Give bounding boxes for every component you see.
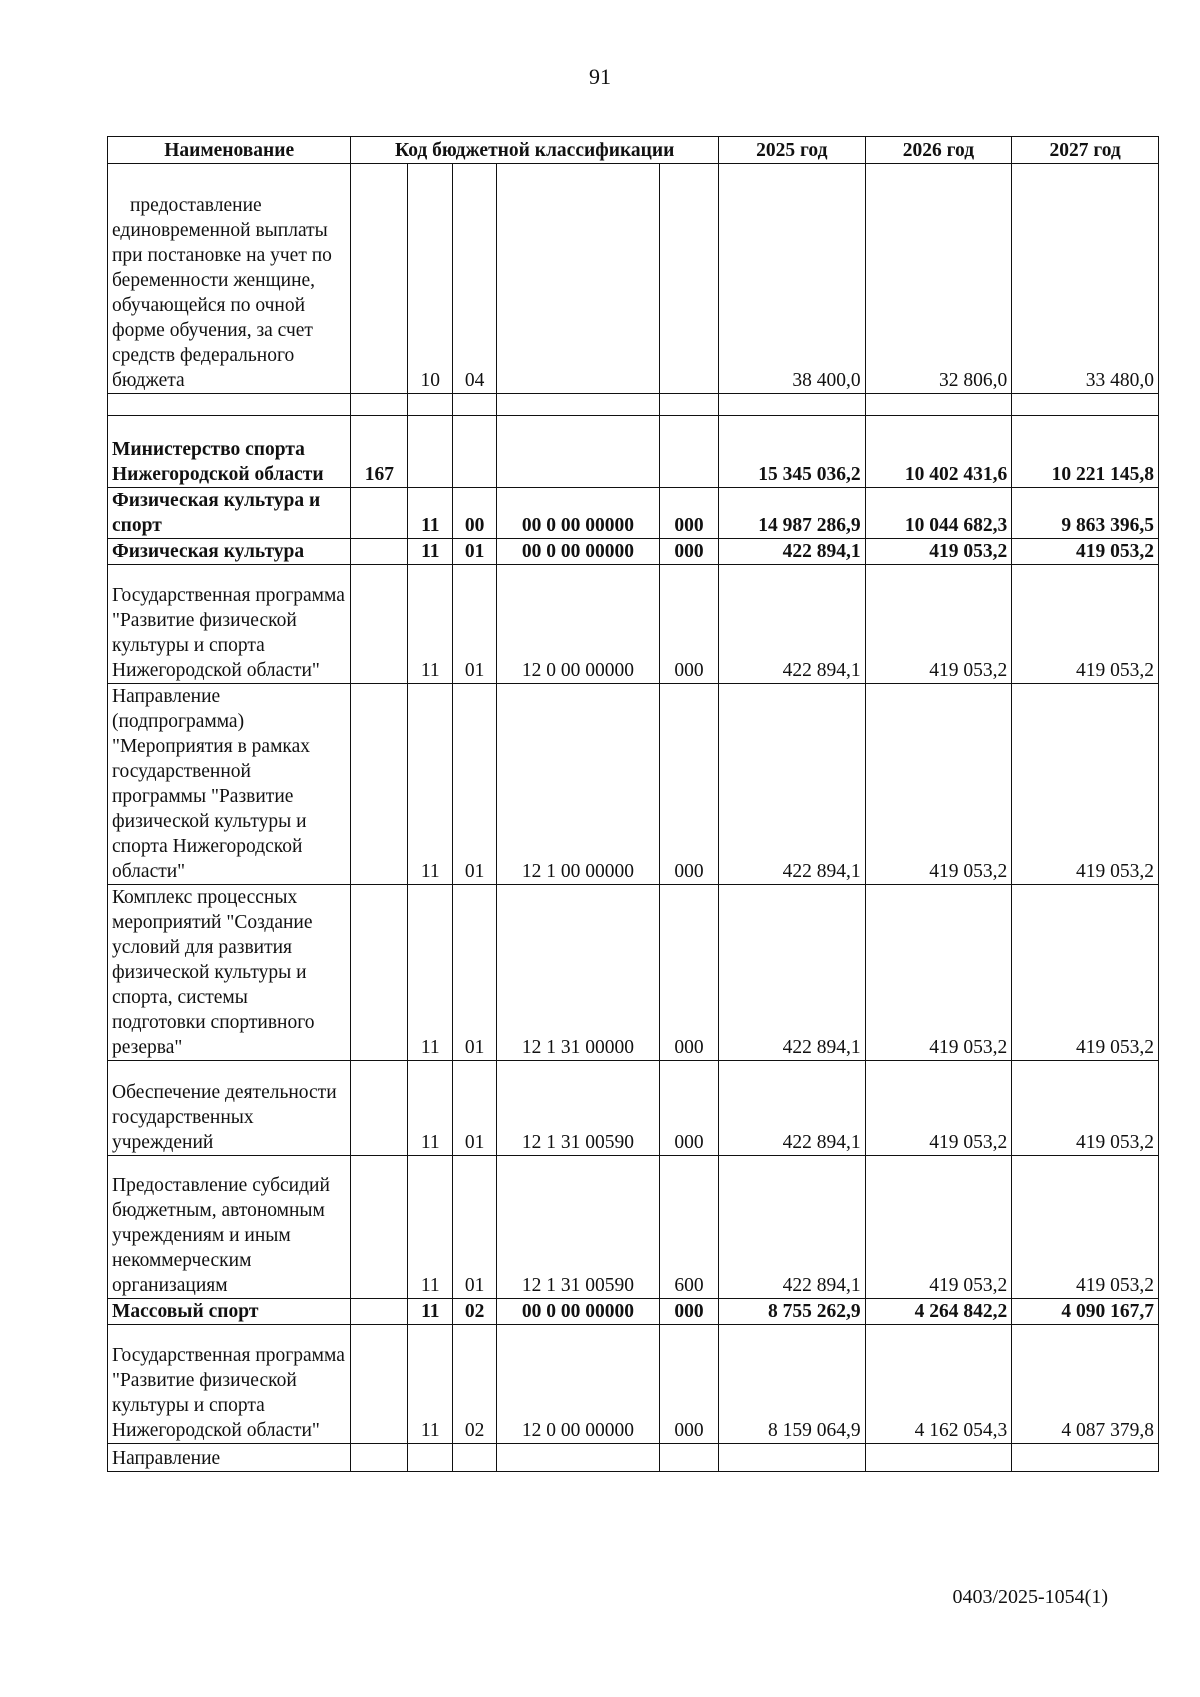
row-name — [108, 394, 351, 416]
row-code-section: 11 — [408, 1156, 453, 1299]
row-value-2027: 419 053,2 — [1012, 565, 1159, 684]
row-code-expense: 000 — [659, 539, 718, 565]
row-code-section — [408, 1444, 453, 1472]
header-2027: 2027 год — [1012, 137, 1159, 164]
row-code-admin — [351, 565, 408, 684]
row-code-subsection: 01 — [453, 539, 497, 565]
row-code-subsection: 04 — [453, 164, 497, 394]
row-code-section — [408, 394, 453, 416]
row-code-target: 12 1 31 00000 — [496, 885, 659, 1061]
table-header-row — [108, 137, 1159, 164]
row-value-2026: 4 162 054,3 — [865, 1325, 1012, 1444]
row-value-2027: 9 863 396,5 — [1012, 488, 1159, 539]
table-row — [108, 565, 1159, 684]
row-value-2025: 38 400,0 — [718, 164, 865, 394]
row-code-subsection: 02 — [453, 1325, 497, 1444]
row-code-subsection — [453, 1444, 497, 1472]
row-code-admin: 167 — [351, 416, 408, 488]
row-value-2027: 10 221 145,8 — [1012, 416, 1159, 488]
row-value-2025: 8 755 262,9 — [718, 1299, 865, 1325]
row-name: Направление (подпрограмма) "Мероприятия в рамках государственной программы "Развитие физической культуры и спорта Нижегородской области" — [108, 684, 351, 885]
table-row — [108, 885, 1159, 1061]
row-code-target: 00 0 00 00000 — [496, 488, 659, 539]
row-value-2025: 422 894,1 — [718, 565, 865, 684]
row-code-target: 12 1 31 00590 — [496, 1156, 659, 1299]
row-code-subsection: 02 — [453, 1299, 497, 1325]
row-value-2027: 4 087 379,8 — [1012, 1325, 1159, 1444]
row-code-target — [496, 164, 659, 394]
row-value-2025 — [718, 1444, 865, 1472]
row-code-section: 11 — [408, 684, 453, 885]
row-code-section: 11 — [408, 1299, 453, 1325]
row-name: Предоставление субсидий бюджетным, автономным учреждениям и иным некоммерческим организациям — [108, 1156, 351, 1299]
row-code-expense — [659, 164, 718, 394]
row-code-target — [496, 416, 659, 488]
row-value-2026 — [865, 1444, 1012, 1472]
row-code-expense: 000 — [659, 1325, 718, 1444]
row-value-2026: 419 053,2 — [865, 565, 1012, 684]
row-code-admin — [351, 1061, 408, 1156]
row-code-target — [496, 394, 659, 416]
row-value-2027 — [1012, 1444, 1159, 1472]
page-number: 91 — [589, 64, 611, 89]
row-name: Направление — [108, 1444, 351, 1472]
row-code-admin — [351, 684, 408, 885]
row-value-2026: 419 053,2 — [865, 684, 1012, 885]
row-value-2026: 10 044 682,3 — [865, 488, 1012, 539]
row-value-2025: 15 345 036,2 — [718, 416, 865, 488]
document-code: 0403/2025-1054(1) — [952, 1586, 1108, 1608]
row-value-2027: 4 090 167,7 — [1012, 1299, 1159, 1325]
row-code-expense: 000 — [659, 1061, 718, 1156]
row-code-subsection: 01 — [453, 1061, 497, 1156]
row-code-expense: 600 — [659, 1156, 718, 1299]
row-value-2025: 422 894,1 — [718, 1061, 865, 1156]
table-row — [108, 1061, 1159, 1156]
row-code-admin — [351, 488, 408, 539]
row-code-section: 11 — [408, 539, 453, 565]
table-row — [108, 684, 1159, 885]
row-code-admin — [351, 394, 408, 416]
row-value-2027: 419 053,2 — [1012, 1061, 1159, 1156]
row-value-2025: 422 894,1 — [718, 539, 865, 565]
table-row — [108, 164, 1159, 394]
row-code-subsection — [453, 416, 497, 488]
row-code-subsection: 00 — [453, 488, 497, 539]
row-name: Физическая культура — [108, 539, 351, 565]
table-row — [108, 539, 1159, 565]
row-code-expense: 000 — [659, 488, 718, 539]
row-code-target: 12 1 31 00590 — [496, 1061, 659, 1156]
row-code-expense — [659, 1444, 718, 1472]
table-row — [108, 1444, 1159, 1472]
row-value-2025: 14 987 286,9 — [718, 488, 865, 539]
row-value-2026: 32 806,0 — [865, 164, 1012, 394]
table-row — [108, 488, 1159, 539]
row-name: Министерство спорта Нижегородской области — [108, 416, 351, 488]
header-name: Наименование — [108, 137, 351, 164]
row-code-admin — [351, 1299, 408, 1325]
row-value-2026: 4 264 842,2 — [865, 1299, 1012, 1325]
row-value-2026: 419 053,2 — [865, 1061, 1012, 1156]
row-code-subsection: 01 — [453, 565, 497, 684]
row-code-subsection: 01 — [453, 1156, 497, 1299]
row-code-target: 12 0 00 00000 — [496, 565, 659, 684]
row-value-2027: 419 053,2 — [1012, 684, 1159, 885]
row-name: предоставление единовременной выплаты при постановке на учет по беременности женщине, обучающейся по очной форме обучения, за счет средств федерального бюджета — [108, 164, 351, 394]
header-code: Код бюджетной классификации — [351, 137, 719, 164]
row-name: Государственная программа "Развитие физической культуры и спорта Нижегородской области" — [108, 565, 351, 684]
row-value-2026: 419 053,2 — [865, 1156, 1012, 1299]
row-code-section: 11 — [408, 1061, 453, 1156]
row-code-section: 11 — [408, 565, 453, 684]
row-name: Государственная программа "Развитие физической культуры и спорта Нижегородской области" — [108, 1325, 351, 1444]
row-code-admin — [351, 1156, 408, 1299]
row-value-2027 — [1012, 394, 1159, 416]
row-code-expense: 000 — [659, 885, 718, 1061]
row-code-admin — [351, 1325, 408, 1444]
header-2026: 2026 год — [865, 137, 1012, 164]
row-value-2025 — [718, 394, 865, 416]
row-code-subsection: 01 — [453, 885, 497, 1061]
row-code-expense: 000 — [659, 684, 718, 885]
row-value-2025: 422 894,1 — [718, 885, 865, 1061]
table-row — [108, 416, 1159, 488]
row-value-2025: 8 159 064,9 — [718, 1325, 865, 1444]
row-name: Комплекс процессных мероприятий "Создание условий для развития физической культуры и спорта, системы подготовки спортивного резерва" — [108, 885, 351, 1061]
row-code-section: 11 — [408, 1325, 453, 1444]
table-row — [108, 1156, 1159, 1299]
row-code-admin — [351, 885, 408, 1061]
budget-table — [107, 136, 1159, 1472]
row-code-subsection — [453, 394, 497, 416]
table-row — [108, 1325, 1159, 1444]
row-code-target — [496, 1444, 659, 1472]
row-code-admin — [351, 164, 408, 394]
row-code-admin — [351, 539, 408, 565]
row-value-2027: 419 053,2 — [1012, 1156, 1159, 1299]
row-value-2027: 33 480,0 — [1012, 164, 1159, 394]
row-code-subsection: 01 — [453, 684, 497, 885]
row-code-section: 11 — [408, 885, 453, 1061]
row-code-section — [408, 416, 453, 488]
row-value-2026: 419 053,2 — [865, 539, 1012, 565]
row-value-2025: 422 894,1 — [718, 1156, 865, 1299]
row-value-2026: 10 402 431,6 — [865, 416, 1012, 488]
row-code-expense: 000 — [659, 1299, 718, 1325]
row-code-target: 12 1 00 00000 — [496, 684, 659, 885]
row-code-expense — [659, 394, 718, 416]
row-value-2027: 419 053,2 — [1012, 885, 1159, 1061]
row-value-2026 — [865, 394, 1012, 416]
row-code-target: 12 0 00 00000 — [496, 1325, 659, 1444]
row-value-2026: 419 053,2 — [865, 885, 1012, 1061]
row-code-section: 11 — [408, 488, 453, 539]
row-name: Массовый спорт — [108, 1299, 351, 1325]
row-name: Физическая культура и спорт — [108, 488, 351, 539]
row-code-expense: 000 — [659, 565, 718, 684]
row-name: Обеспечение деятельности государственных учреждений — [108, 1061, 351, 1156]
row-code-target: 00 0 00 00000 — [496, 539, 659, 565]
row-value-2027: 419 053,2 — [1012, 539, 1159, 565]
table-row — [108, 394, 1159, 416]
row-code-section: 10 — [408, 164, 453, 394]
table-row — [108, 1299, 1159, 1325]
row-code-target: 00 0 00 00000 — [496, 1299, 659, 1325]
row-code-expense — [659, 416, 718, 488]
row-code-admin — [351, 1444, 408, 1472]
header-2025: 2025 год — [718, 137, 865, 164]
row-value-2025: 422 894,1 — [718, 684, 865, 885]
